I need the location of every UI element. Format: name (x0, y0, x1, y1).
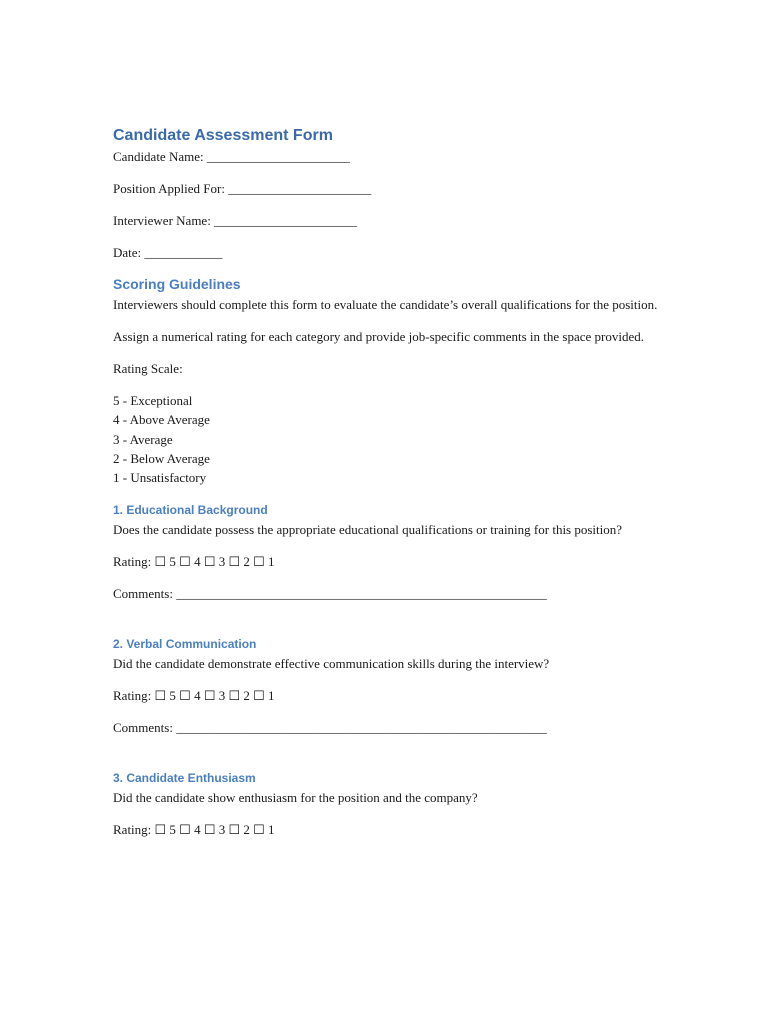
list-item: 1 - Unsatisfactory (113, 470, 207, 486)
interviewer-name-field: Interviewer Name: ______________________ (113, 213, 358, 228)
list-item: 4 - Above Average (113, 412, 210, 428)
scoring-guidelines-heading: Scoring Guidelines (113, 276, 241, 292)
section-1-comments: Comments: _________________________________________________________ (113, 586, 547, 602)
section-1-rating: Rating: ☐ 5 ☐ 4 ☐ 3 ☐ 2 ☐ 1 (113, 554, 275, 570)
section-2-rating: Rating: ☐ 5 ☐ 4 ☐ 3 ☐ 2 ☐ 1 (113, 688, 275, 704)
section-1-question: Does the candidate possess the appropriate educational qualifications or training for this position? (113, 522, 623, 538)
rating-scale-label: Rating Scale: (113, 361, 183, 376)
document-page (113, 125, 658, 839)
page-title: Candidate Assessment Form (113, 127, 333, 144)
position-field: Position Applied For: ______________________ (113, 181, 372, 196)
section-1-heading: 1. Educational Background (113, 503, 268, 518)
list-item: 5 - Exceptional (113, 393, 193, 408)
list-item: 2 - Below Average (113, 450, 210, 466)
section-3-heading: 3. Candidate Enthusiasm (113, 771, 256, 786)
section-3-question: Did the candidate show enthusiasm for the position and the company? (113, 790, 478, 806)
guidelines-paragraph-2: Assign a numerical rating for each category and provide job-specific comments in the space provided. (113, 329, 645, 344)
candidate-name-field: Candidate Name: ______________________ (113, 149, 350, 164)
section-2-comments: Comments: _________________________________________________________ (113, 720, 547, 736)
section-2-heading: 2. Verbal Communication (113, 637, 257, 652)
rating-scale-list (113, 391, 658, 487)
list-item: 3 - Average (113, 431, 173, 447)
date-field: Date: ____________ (113, 245, 223, 260)
guidelines-paragraph-1: Interviewers should complete this form to evaluate the candidate’s overall qualifications for the position. (113, 297, 658, 312)
section-3-rating: Rating: ☐ 5 ☐ 4 ☐ 3 ☐ 2 ☐ 1 (113, 822, 275, 838)
section-2-question: Did the candidate demonstrate effective communication skills during the interview? (113, 656, 550, 672)
